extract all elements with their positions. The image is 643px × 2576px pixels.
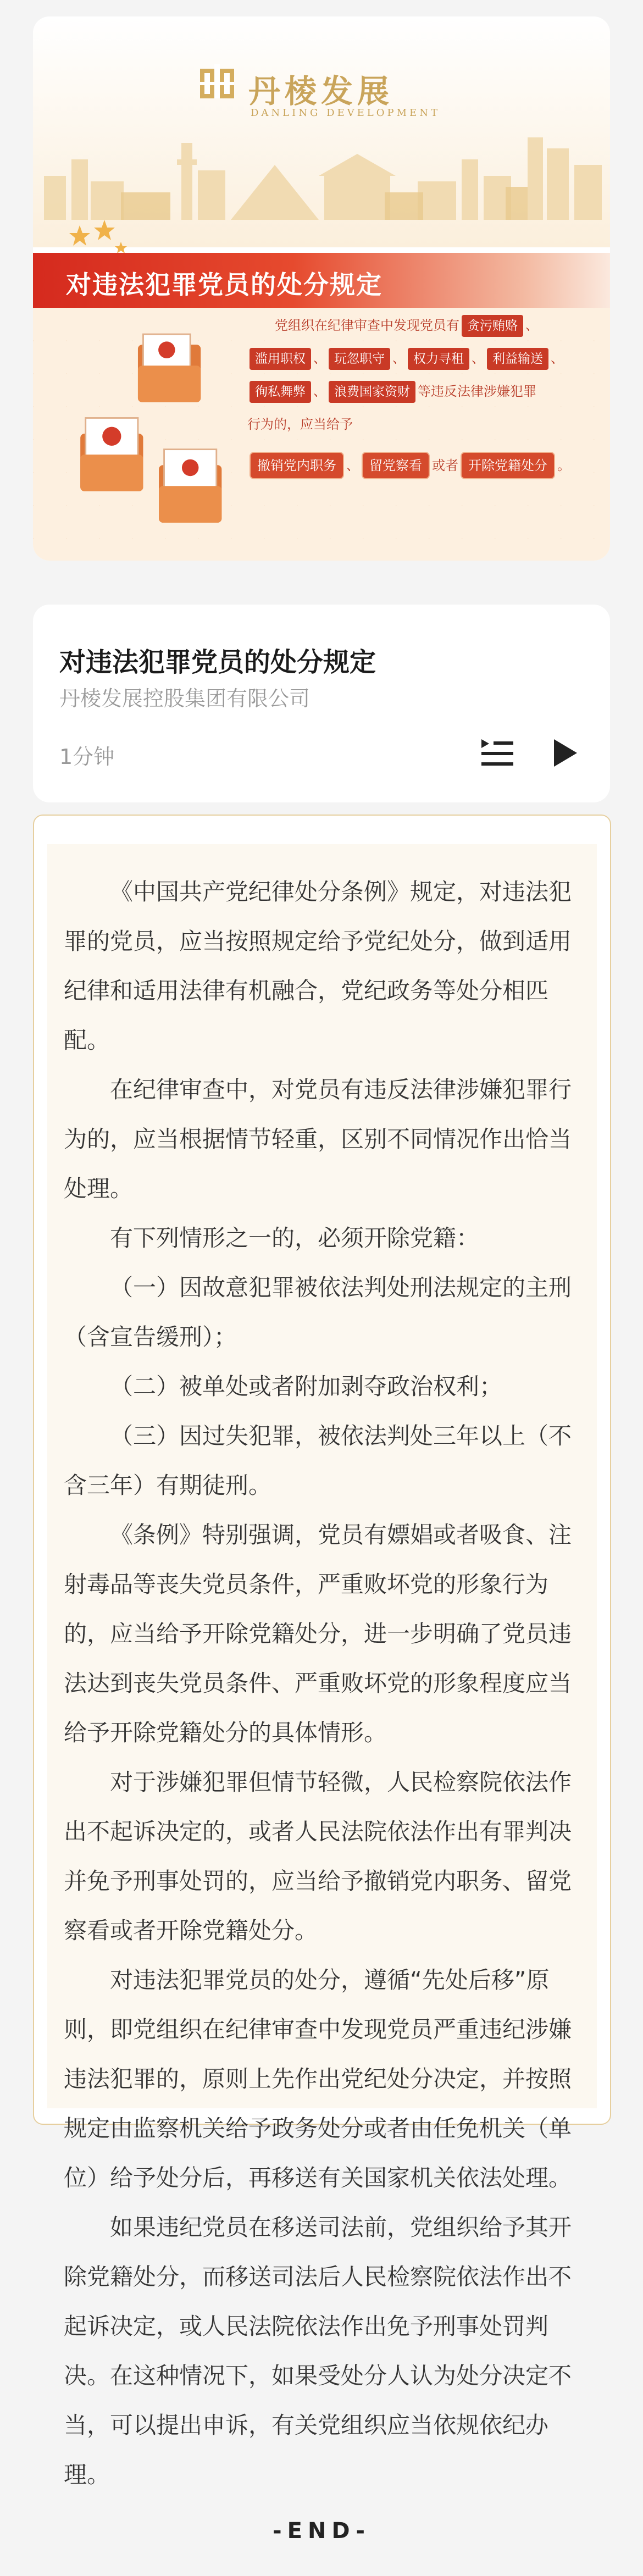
banner-title-band (33, 253, 610, 308)
article-paragraph: 有下列情形之一的，必须开除党籍： (110, 1225, 480, 1251)
audio-card[interactable] (33, 605, 610, 802)
article-paragraph: 《条例》特别强调，党员有嫖娼或者吸食、注射毒品等丧失党员条件，严重败坏党的形象行为的，应当给予开除党籍处分，进一步明确了党员违法达到丧失党员条件、严重败坏党的形象程度应当给予开除党籍处分的具体情形。 (64, 1521, 572, 1746)
article-paragraph: 如果违纪党员在移送司法前，党组织给予其开除党籍处分，而移送司法后人民检察院依法作出不起诉决定，或人民法院依法作出免予刑事处罚判决。在这种情况下，如果受处分人认为处分决定不当，可以提出申诉，有关党组织应当依规依纪办理。 (64, 2214, 572, 2488)
info-text: 等违反法律涉嫌犯罪 (418, 384, 536, 399)
audio-author: 丹棱发展控股集团有限公司 (59, 686, 311, 711)
audio-title: 对违法犯罪党员的处分规定 (59, 647, 376, 678)
tag-corruption: 贪污贿赂 (462, 315, 523, 337)
brand-logo-icon (198, 63, 236, 102)
city-skyline-graphic (33, 126, 610, 220)
article-paragraph: （三）因过失犯罪，被依法判处三年以上（不含三年）有期徒刑。 (64, 1422, 572, 1499)
info-line-3: 徇私舞弊 、 浪费国家资财 等违反法律涉嫌犯罪 (247, 379, 536, 403)
tag-option-3: 开除党籍处分 (461, 452, 555, 479)
info-line-2: 滥用职权 、 玩忽职守 、 权力寻租 、 利益输送 、 (247, 346, 564, 370)
tag-6: 浪费国家资财 (329, 381, 415, 403)
tag-2: 玩忽职守 (329, 348, 390, 370)
article-paragraph: （一）因故意犯罪被依法判处刑法规定的主刑（含宣告缓刑）； (64, 1274, 572, 1350)
banner-header (33, 16, 610, 247)
info-line-5: 撤销党内职务 、 留党察看 或者 开除党籍处分 。 (247, 452, 570, 479)
article-body (47, 844, 597, 2488)
article-paragraph: （二）被单处或者附加剥夺政治权利； (110, 1373, 503, 1400)
document-folders-illustration (55, 313, 242, 533)
info-line-4: 行为的，应当给予 (247, 417, 353, 432)
info-or: 或者 (432, 458, 458, 473)
brand-logo (198, 63, 451, 129)
tag-3: 权力寻租 (408, 348, 469, 370)
tag-option-1: 撤销党内职务 (250, 452, 344, 479)
article-paragraph: 《中国共产党纪律处分条例》规定，对违法犯罪的党员，应当按照规定给予党纪处分，做到适用纪律和适用法律有机融合，党纪政务等处分相匹配。 (64, 878, 572, 1054)
banner-title: 对违法犯罪党员的处分规定 (66, 270, 383, 300)
tag-4: 利益输送 (487, 348, 548, 370)
brand-name-cn: 丹棱发展 (248, 73, 394, 110)
brand-name-en: DANLING DEVELOPMENT (251, 107, 440, 119)
play-icon[interactable] (544, 734, 583, 772)
tag-option-2: 留党察看 (362, 452, 430, 479)
banner-image (33, 16, 610, 561)
info-text: 党组织在纪律审查中发现党员有 (275, 318, 459, 333)
info-line-1: 党组织在纪律审查中发现党员有 贪污贿赂 、 (275, 313, 539, 337)
playlist-icon[interactable] (478, 734, 517, 772)
article-paragraph: 对于涉嫌犯罪但情节轻微，人民检察院依法作出不起诉决定的，或者人民法院依法作出有罪判决并免予刑事处罚的，应当给予撤销党内职务、留党察看或者开除党籍处分。 (64, 1769, 572, 1944)
article-text (64, 867, 580, 2500)
article-container (33, 815, 611, 2488)
banner-info-panel (33, 308, 610, 561)
article-paragraph: 对违法犯罪党员的处分，遵循“先处后移”原则，即党组织在纪律审查中发现党员严重违纪涉嫌违法犯罪的，原则上先作出党纪处分决定，并按照规定由监察机关给予政务处分或者由任免机关（单位）给予处分后，再移送有关国家机关依法处理。 (64, 1966, 572, 2191)
end-marker: -END- (273, 2518, 370, 2544)
audio-duration: 1分钟 (59, 745, 115, 769)
tag-5: 徇私舞弊 (250, 381, 311, 403)
article-paragraph: 在纪律审查中，对党员有违反法律涉嫌犯罪行为的，应当根据情节轻重，区别不同情况作出恰当处理。 (64, 1076, 572, 1202)
tag-1: 滥用职权 (250, 348, 311, 370)
